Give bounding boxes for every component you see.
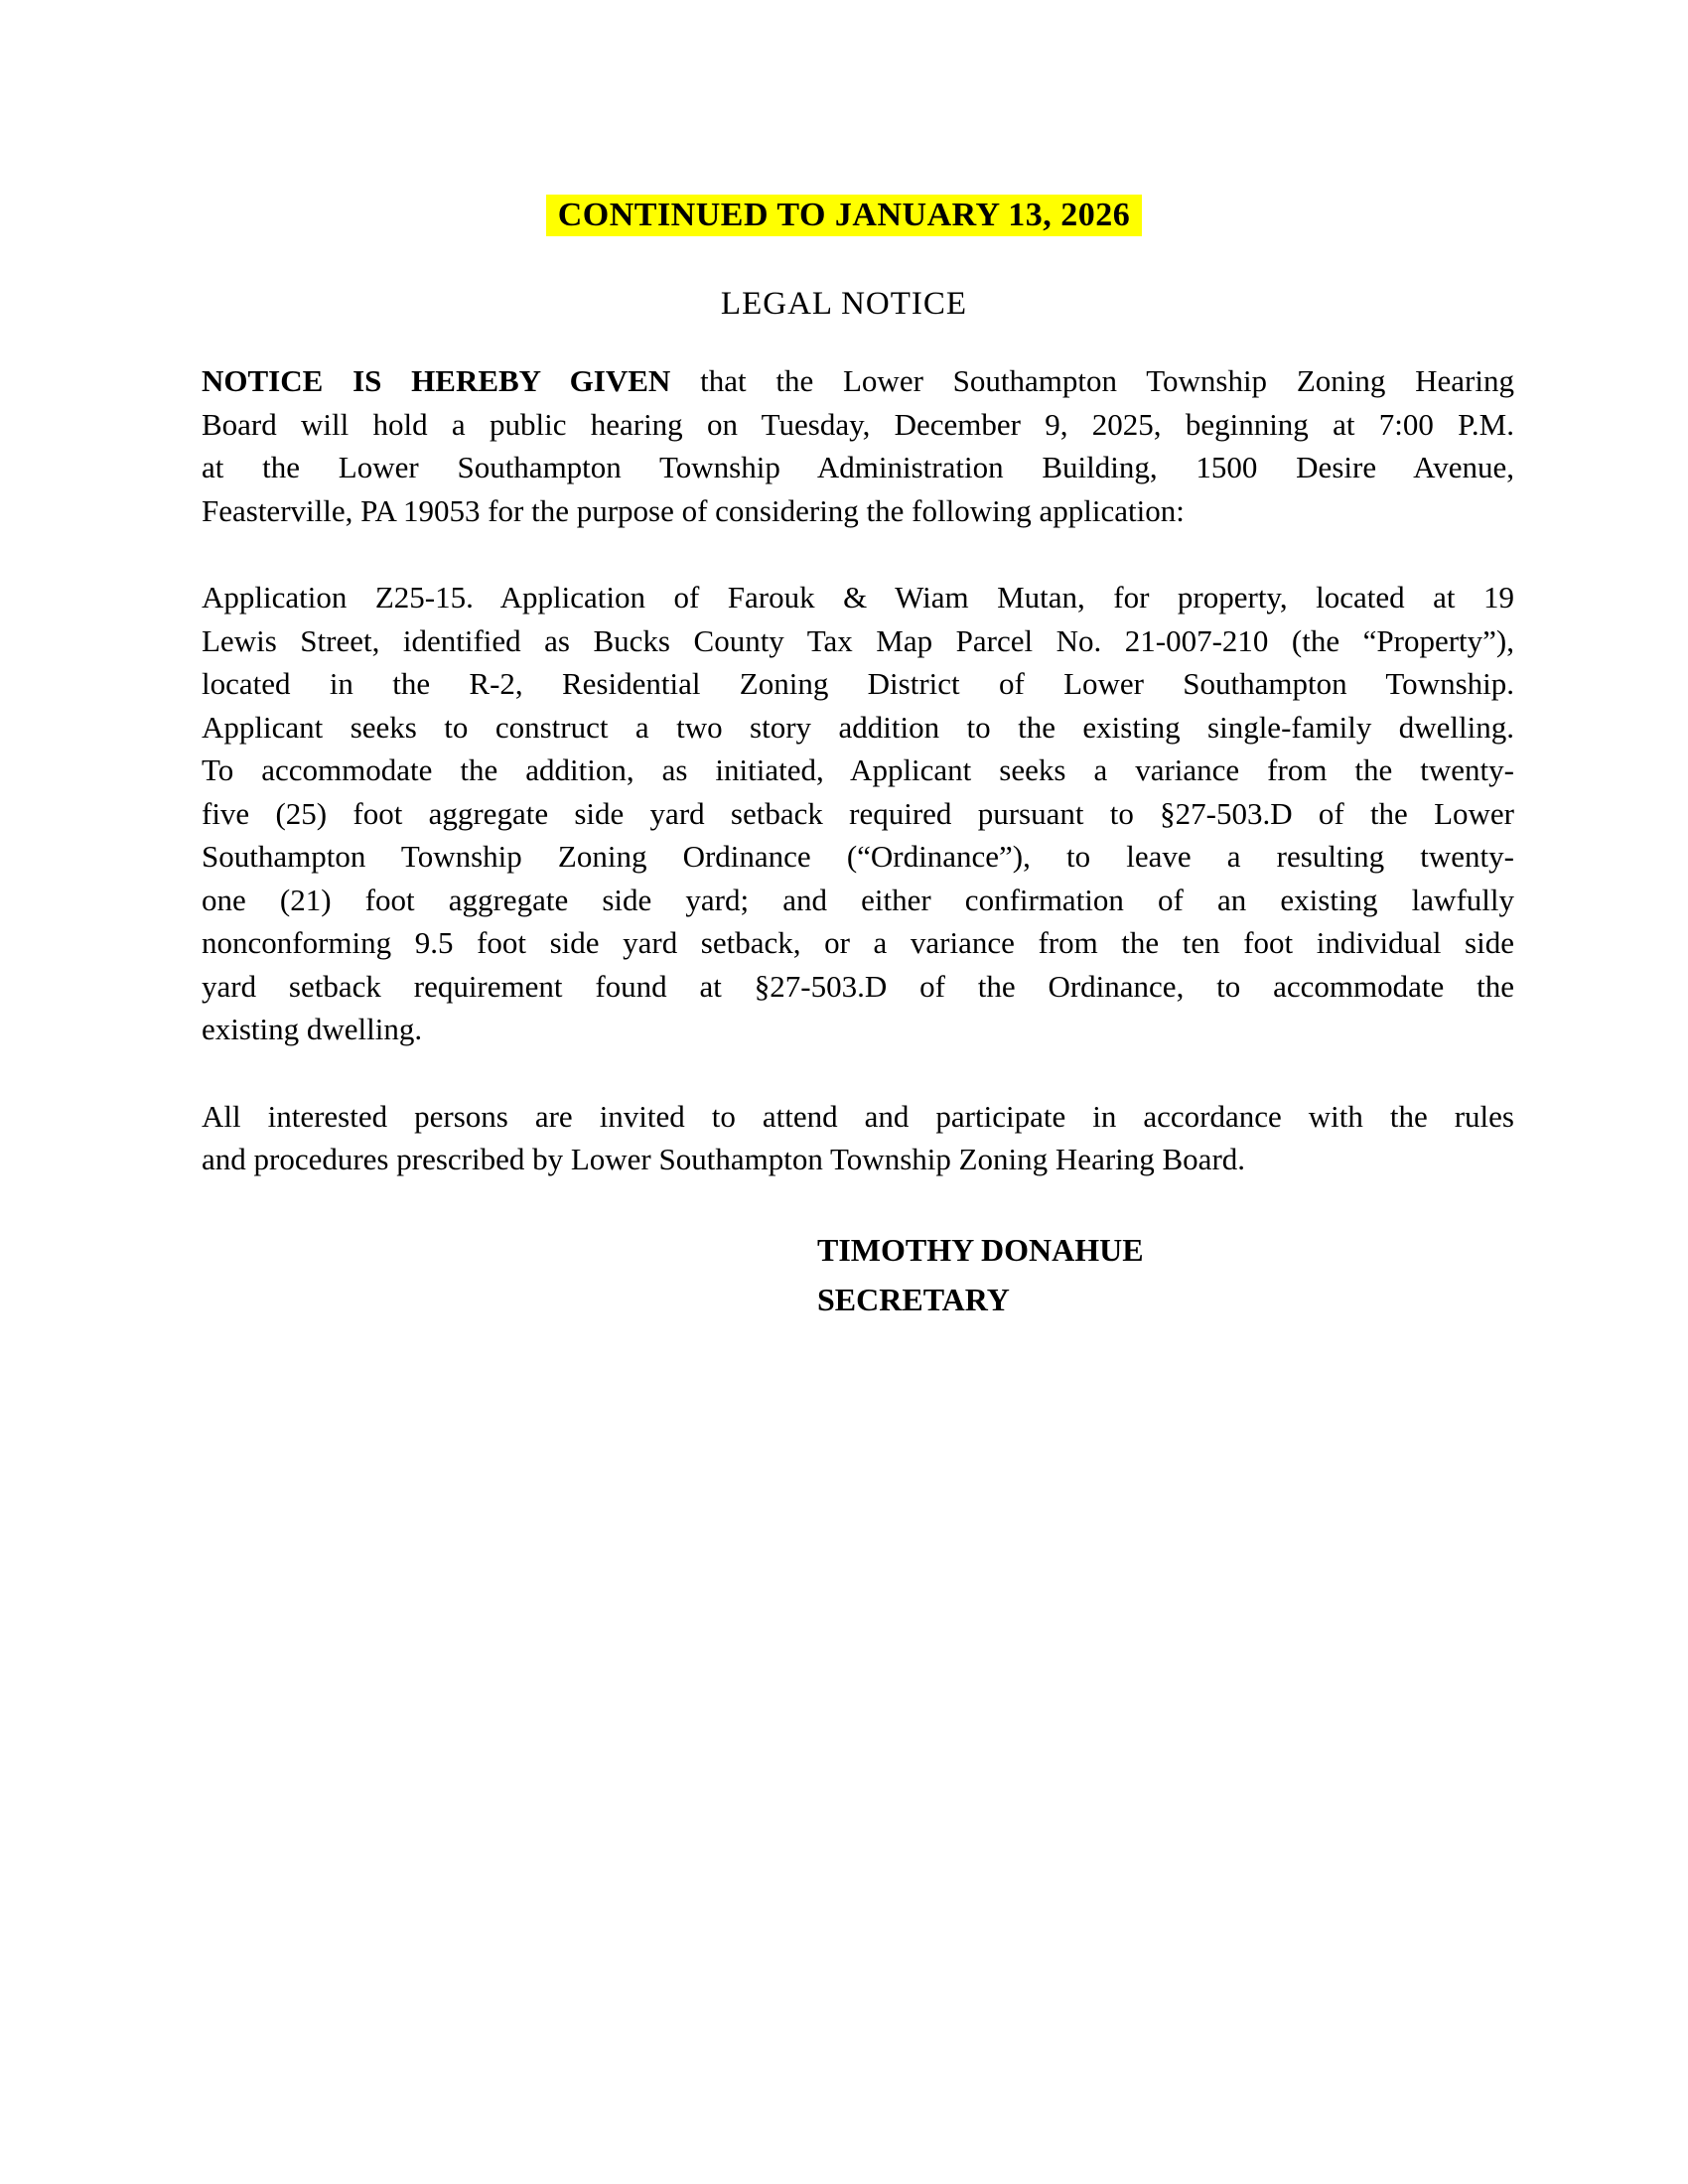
text-line: five (25) foot aggregate side yard setback required pursuant to §27-503.D of the Lower: [202, 795, 1514, 831]
legal-notice-title: LEGAL NOTICE: [720, 286, 968, 322]
notice-lead-rest: that the Lower Southampton Township Zoning Hearing: [670, 363, 1514, 398]
text-line: To accommodate the addition, as initiated, Applicant seeks a variance from the twenty-: [202, 752, 1514, 787]
text-line: Board will hold a public hearing on Tuesday, December 9, 2025, beginning at 7:00 P.M.: [202, 406, 1514, 442]
text-line: [202, 359, 1514, 403]
text-line: yard setback requirement found at §27-503.D of the Ordinance, to accommodate the: [202, 968, 1514, 1004]
continued-date-banner: CONTINUED TO JANUARY 13, 2026: [546, 195, 1143, 236]
notice-body: [202, 359, 1514, 1324]
text-line: and procedures prescribed by Lower Southampton Township Zoning Hearing Board.: [202, 1142, 1246, 1176]
text-line: Southampton Township Zoning Ordinance (“Ordinance”), to leave a resulting twenty-: [202, 839, 1514, 874]
text-line: one (21) foot aggregate side yard; and either confirmation of an existing lawfully: [202, 882, 1514, 917]
banner-row: [0, 0, 1688, 236]
text-line: nonconforming 9.5 foot side yard setback, or a variance from the ten foot individual side: [202, 925, 1514, 960]
text-line: Applicant seeks to construct a two story addition to the existing single-family dwelling.: [202, 709, 1514, 745]
text-line: located in the R-2, Residential Zoning District of Lower Southampton Township.: [202, 666, 1514, 701]
text-line: Lewis Street, identified as Bucks County Tax Map Parcel No. 21-007-210 (the “Property”),: [202, 622, 1514, 658]
participation-paragraph: [202, 1095, 1514, 1181]
signature-block: [817, 1225, 1514, 1324]
text-line: Feasterville, PA 19053 for the purpose of considering the following application:: [202, 492, 1185, 528]
text-line: Application Z25-15. Application of Farouk & Wiam Mutan, for property, located at 19: [202, 580, 1514, 614]
intro-paragraph: [202, 359, 1514, 532]
signatory-name: TIMOTHY DONAHUE: [817, 1231, 1144, 1268]
text-line: existing dwelling.: [202, 1012, 423, 1046]
text-line: at the Lower Southampton Township Administration Building, 1500 Desire Avenue,: [202, 450, 1514, 484]
notice-lead-bold: NOTICE IS HEREBY GIVEN: [202, 363, 671, 398]
text-line: All interested persons are invited to attend and participate in accordance with the rules: [202, 1098, 1514, 1134]
signatory-title: SECRETARY: [817, 1281, 1010, 1317]
application-paragraph: [202, 576, 1514, 1051]
